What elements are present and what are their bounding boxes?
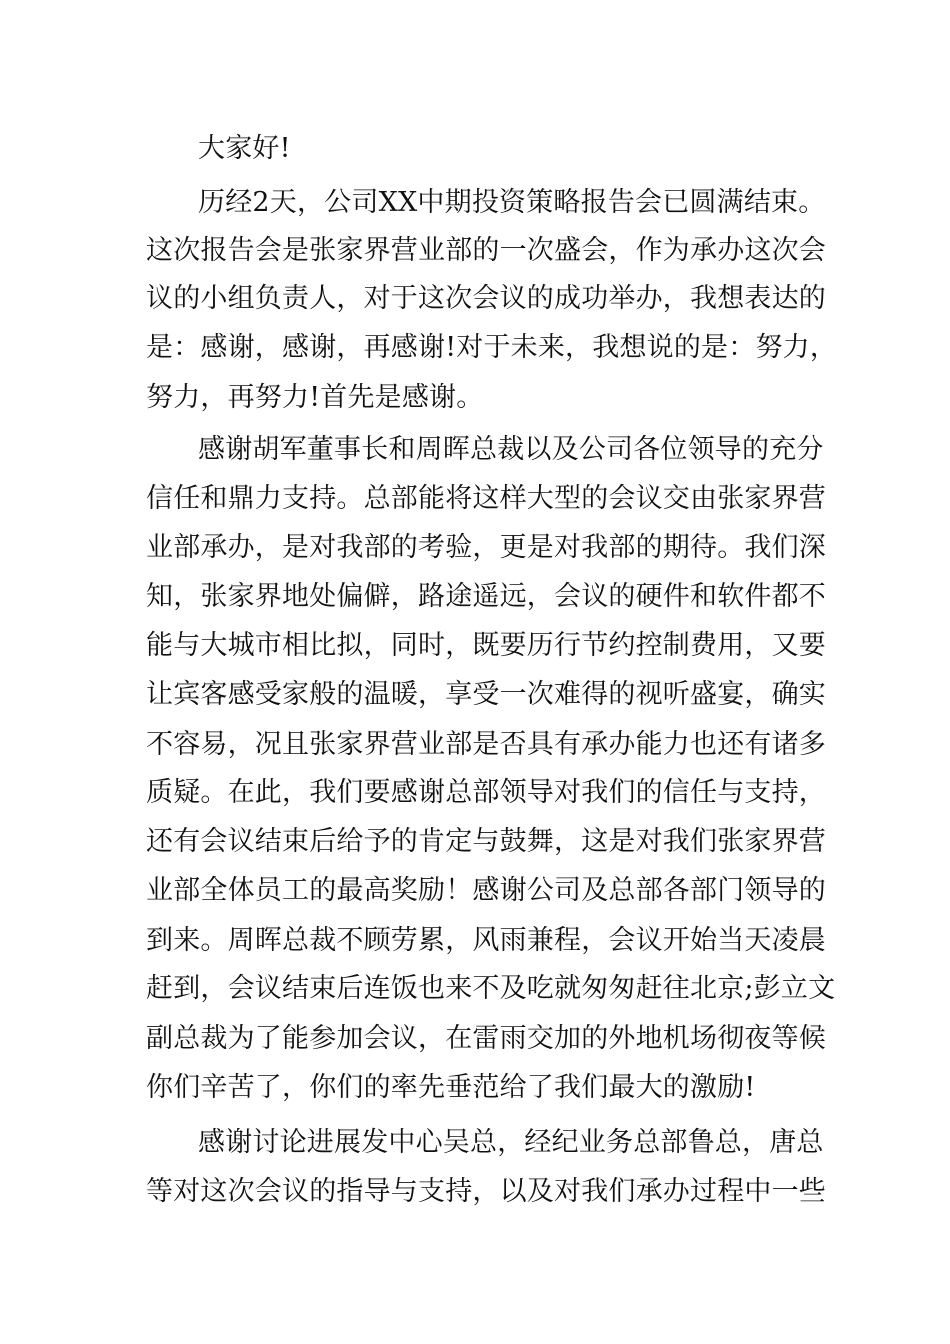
- paragraph-3-line-2: 等对这次会议的指导与支持，以及对我们承办过程中一些: [146, 1176, 826, 1207]
- paragraph-2-line-12: 赶到，会议结束后连饭也来不及吃就匆匆赶往北京;彭立文: [146, 973, 836, 1004]
- paragraph-1-line-3: 议的小组负责人，对于这次会议的成功举办，我想表达的: [146, 283, 826, 314]
- paragraph-1-line-2: 这次报告会是张家界营业部的一次盛会，作为承办这次会: [146, 235, 826, 266]
- paragraph-1-line-1: 历经2天，公司XX中期投资策略报告会已圆满结束。: [198, 187, 826, 218]
- paragraph-2-line-5: 能与大城市相比拟，同时，既要历行节约控制费用，又要: [146, 630, 826, 661]
- paragraph-2-line-3: 业部承办，是对我部的考验，更是对我部的期待。我们深: [146, 532, 826, 563]
- paragraph-1-line-5: 努力，再努力!首先是感谢。: [146, 382, 484, 413]
- paragraph-2-line-6: 让宾客感受家般的温暖，享受一次难得的视听盛宴，确实: [146, 679, 826, 710]
- paragraph-2-line-13: 副总裁为了能参加会议，在雷雨交加的外地机场彻夜等候: [146, 1023, 826, 1054]
- greeting-line: 大家好!: [198, 133, 291, 164]
- paragraph-2-line-4: 知，张家界地处偏僻，路途遥远，会议的硬件和软件都不: [146, 581, 826, 612]
- paragraph-2-line-8: 质疑。在此，我们要感谢总部领导对我们的信任与支持，: [146, 777, 826, 808]
- paragraph-2-line-9: 还有会议结束后给予的肯定与鼓舞，这是对我们张家界营: [146, 826, 826, 857]
- paragraph-2-line-2: 信任和鼎力支持。总部能将这样大型的会议交由张家界营: [146, 483, 826, 514]
- paragraph-2-line-1: 感谢胡军董事长和周晖总裁以及公司各位领导的充分: [198, 434, 824, 465]
- paragraph-2-line-7: 不容易，况且张家界营业部是否具有承办能力也还有诸多: [146, 729, 826, 760]
- paragraph-2-line-11: 到来。周晖总裁不顾劳累，风雨兼程，会议开始当天凌晨: [146, 925, 826, 956]
- paragraph-1-line-4: 是：感谢，感谢，再感谢!对于未来，我想说的是：努力，: [146, 332, 838, 363]
- paragraph-3-line-1: 感谢讨论进展发中心吴总，经纪业务总部鲁总，唐总: [198, 1127, 824, 1158]
- paragraph-2-line-10: 业部全体员工的最高奖励！感谢公司及总部各部门领导的: [146, 875, 826, 906]
- paragraph-2-line-14: 你们辛苦了，你们的率先垂范给了我们最大的激励!: [146, 1072, 756, 1103]
